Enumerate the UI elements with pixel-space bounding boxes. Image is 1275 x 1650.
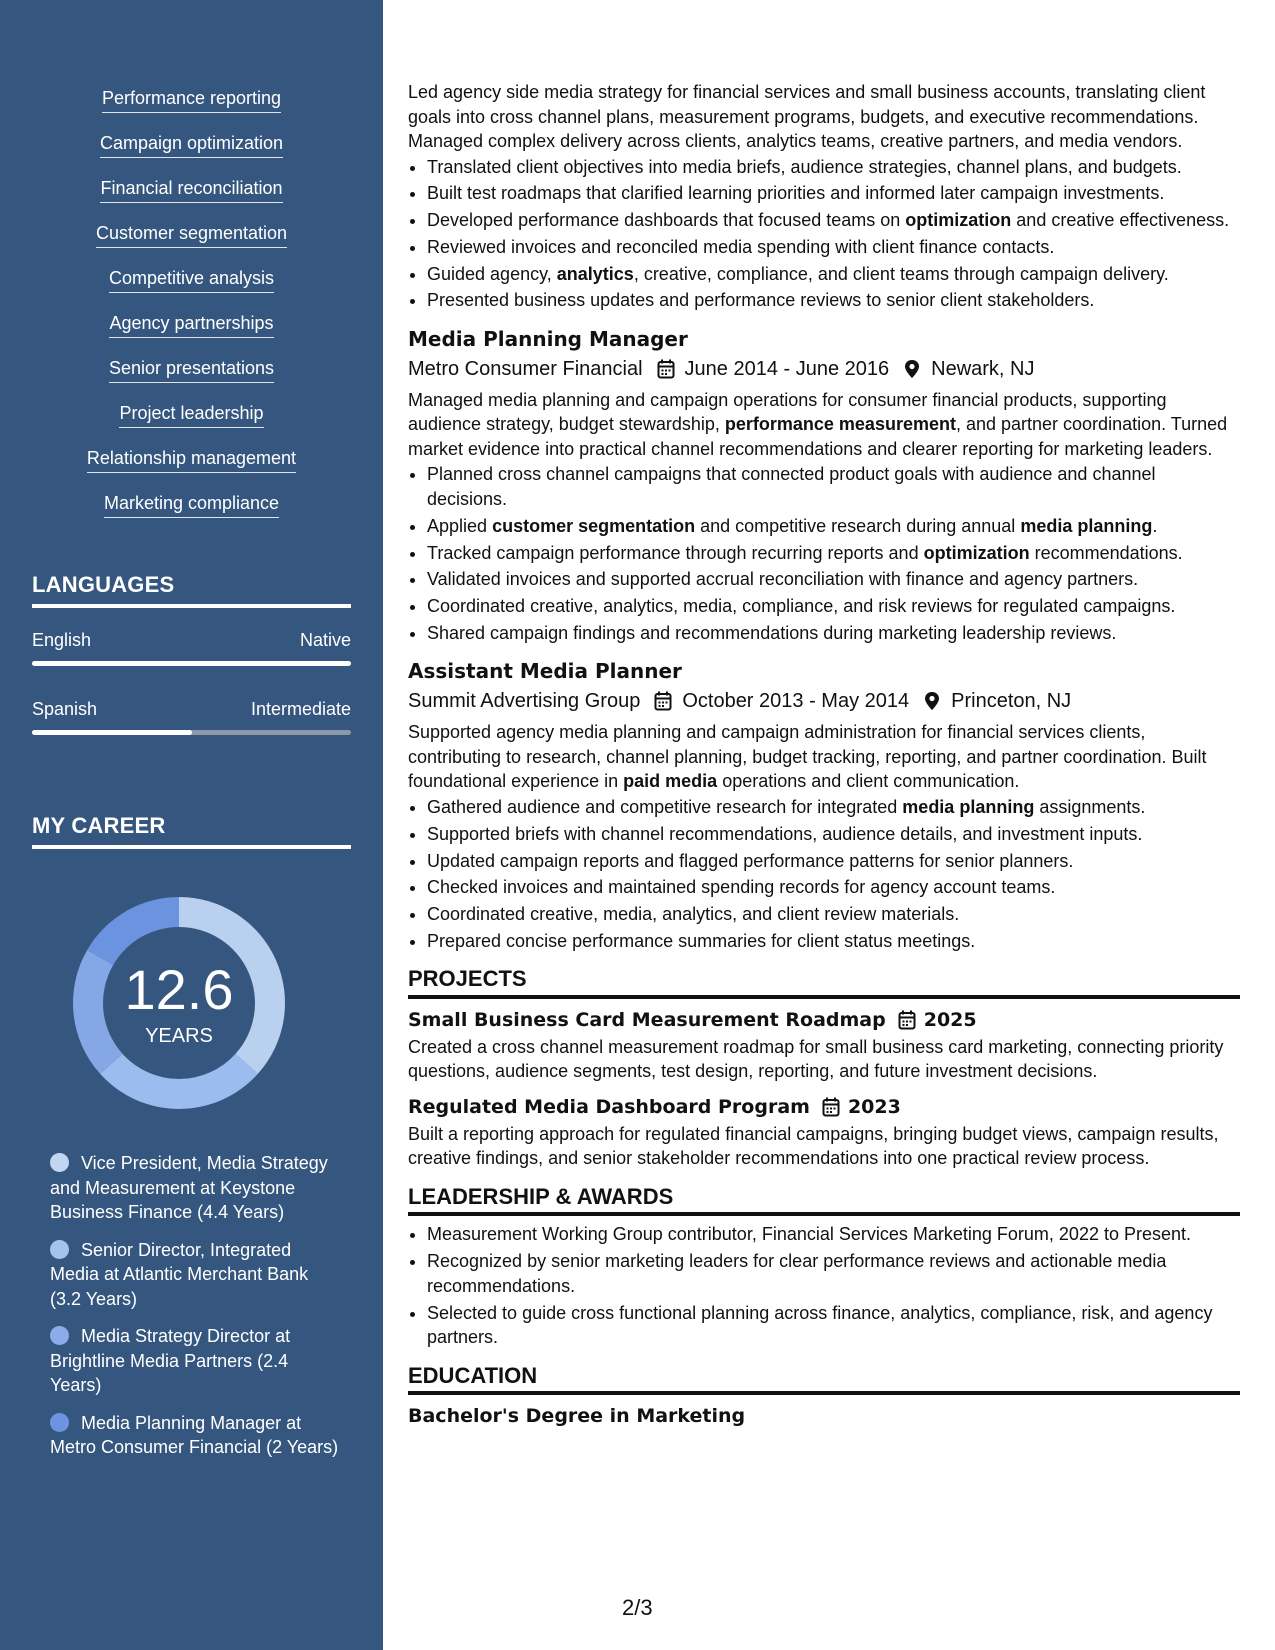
bullet-item: • Prepared concise performance summaries for client status meetings. — [427, 929, 1240, 954]
language-row-english — [32, 630, 351, 651]
language-level: Intermediate — [250, 699, 351, 719]
award-item: • Selected to guide cross functional planning across finance, analytics, compliance, risk, and agency partners. — [427, 1301, 1240, 1350]
career-list — [50, 1151, 340, 1473]
career-dot-icon — [50, 1413, 69, 1432]
career-dot-icon — [50, 1153, 69, 1172]
bullet-item: • Reviewed invoices and reconciled media spending with client finance contacts. — [427, 235, 1240, 260]
language-bar-english — [32, 661, 351, 666]
career-item — [50, 1238, 340, 1312]
skill-label: Relationship management — [87, 446, 296, 473]
bullet-item: • Shared campaign findings and recommendations during marketing leadership reviews. — [427, 621, 1240, 646]
career-dot-icon — [50, 1326, 69, 1345]
award-item: • Recognized by senior marketing leaders for clear performance reviews and actionable media recommendations. — [427, 1249, 1240, 1298]
sidebar — [0, 0, 383, 1650]
bullet-item: • Built test roadmaps that clarified learning priorities and informed later campaign investments. — [427, 181, 1240, 206]
skill-label: Financial reconciliation — [100, 176, 282, 203]
skill-label: Customer segmentation — [96, 221, 287, 248]
calendar-icon — [822, 1097, 840, 1117]
career-donut-slice — [87, 897, 179, 965]
skill-label: Senior presentations — [109, 356, 274, 383]
job-dates: June 2014 - June 2016 — [684, 357, 890, 380]
project-description: Built a reporting approach for regulated financial campaigns, bringing budget views, campaign results, creative findings, and senior stakeholder recommendations into one practical review process. — [408, 1123, 1219, 1169]
career-text: Media Planning Manager at Metro Consumer Financial (2 Years) — [50, 1412, 339, 1457]
calendar-icon — [654, 691, 672, 711]
job-bullets — [408, 462, 1240, 645]
project-title — [408, 1005, 1240, 1035]
job-company: Summit Advertising Group — [408, 690, 641, 713]
skills-list — [0, 86, 383, 536]
career-years-label: YEARS — [145, 1025, 213, 1047]
skill-item — [0, 176, 383, 221]
projects-title: PROJECTS — [408, 967, 1240, 999]
bullet-item: • Guided agency, analytics, creative, compliance, and client teams through campaign delivery. — [427, 262, 1240, 287]
bullet-item: • Gathered audience and competitive research for integrated media planning assignments. — [427, 795, 1240, 820]
job-meta — [408, 686, 1240, 716]
skill-item — [0, 491, 383, 536]
job-bullets — [408, 795, 1240, 953]
job-location: Newark, NJ — [931, 357, 1035, 380]
job-summary: Managed media planning and campaign operations for consumer financial products, supporting audience strategy, budget stewardship, performance measurement, and partner coordination. Turned market evidence into practical channel recommendations and clearer reporting for marketing leaders. — [408, 389, 1228, 459]
bullet-item: • Planned cross channel campaigns that connected product goals with audience and channel decisions. — [427, 462, 1240, 511]
bullet-item: • Coordinated creative, media, analytics, and client review materials. — [427, 902, 1240, 927]
bullet-item: • Tracked campaign performance through recurring reports and optimization recommendations. — [427, 541, 1240, 566]
skill-item — [0, 446, 383, 491]
location-pin-icon — [903, 359, 921, 379]
language-name: English — [32, 630, 92, 650]
project-name: Regulated Media Dashboard Program — [408, 1095, 810, 1118]
skill-item — [0, 221, 383, 266]
skill-item — [0, 86, 383, 131]
job-meta — [408, 354, 1240, 384]
bullet-item: • Applied customer segmentation and competitive research during annual media planning. — [427, 514, 1240, 539]
bullet-item: • Supported briefs with channel recommendations, audience details, and investment inputs. — [427, 822, 1240, 847]
job-company: Metro Consumer Financial — [408, 357, 643, 380]
languages-title: LANGUAGES — [32, 572, 351, 608]
skill-item — [0, 401, 383, 446]
career-dot-icon — [50, 1240, 69, 1259]
education-title: EDUCATION — [408, 1364, 1240, 1396]
awards-list — [408, 1222, 1240, 1349]
project-year: 2025 — [923, 1008, 977, 1031]
career-text: Media Strategy Director at Brightline Media Partners (2.4 Years) — [50, 1326, 291, 1395]
awards-title: LEADERSHIP & AWARDS — [408, 1185, 1240, 1217]
language-row-spanish — [32, 699, 351, 720]
bullet-item: • Validated invoices and supported accrual reconciliation with finance and agency partners. — [427, 567, 1240, 592]
language-name: Spanish — [32, 699, 98, 719]
skill-label: Project leadership — [119, 401, 263, 428]
job-dates: October 2013 - May 2014 — [682, 690, 910, 713]
job-summary: Supported agency media planning and campaign administration for financial services clients, contributing to research, channel planning, budget tracking, reporting, and partner coordination. Built foundational experience in paid media operations and client communication. — [408, 722, 1207, 792]
career-text: Senior Director, Integrated Media at Atlantic Merchant Bank (3.2 Years) — [50, 1239, 309, 1309]
language-bar-spanish — [32, 730, 351, 735]
project-description: Created a cross channel measurement roadmap for small business card marketing, connecting priority questions, audience segments, test design, reporting, and future investment decisions. — [408, 1036, 1224, 1082]
language-fill — [32, 730, 192, 735]
skill-item — [0, 131, 383, 176]
main-content — [408, 80, 1240, 1431]
career-text: Vice President, Media Strategy and Measurement at Keystone Business Finance (4.4 Years) — [50, 1153, 328, 1222]
bullet-item: • Checked invoices and maintained spending records for agency account teams. — [427, 875, 1240, 900]
skill-label: Campaign optimization — [100, 131, 283, 158]
language-fill — [32, 661, 351, 666]
calendar-icon — [898, 1010, 916, 1030]
skill-item — [0, 311, 383, 356]
career-total-years: 12.6 — [124, 958, 234, 1021]
award-item: • Measurement Working Group contributor, Financial Services Marketing Forum, 2022 to Present. — [427, 1222, 1240, 1247]
language-level: Native — [299, 630, 351, 650]
location-pin-icon — [923, 691, 941, 711]
page-number: 2/3 — [622, 1595, 653, 1620]
project-year: 2023 — [847, 1095, 901, 1118]
calendar-icon — [657, 359, 675, 379]
bullet-item: • Presented business updates and performance reviews to senior client stakeholders. — [427, 288, 1240, 313]
project-title — [408, 1092, 1240, 1122]
degree: Bachelor's Degree in Marketing — [408, 1405, 746, 1428]
intro-bullets — [408, 155, 1240, 313]
career-donut-slice — [100, 1054, 258, 1109]
skill-label: Performance reporting — [102, 86, 281, 113]
skill-label: Competitive analysis — [109, 266, 274, 293]
experience-intro: Led agency side media strategy for financial services and small business accounts, translating client goals into cross channel plans, measurement programs, budgets, and executive recommendations. Managed complex delivery across clients, analytics teams, creative partners, and media vendors. — [408, 82, 1206, 151]
career-title: MY CAREER — [32, 813, 351, 849]
project-name: Small Business Card Measurement Roadmap — [408, 1008, 886, 1031]
job-title: Assistant Media Planner — [408, 659, 682, 684]
job-location: Princeton, NJ — [951, 690, 1072, 713]
bullet-item: • Coordinated creative, analytics, media, compliance, and risk reviews for regulated campaigns. — [427, 594, 1240, 619]
career-item — [50, 1411, 340, 1460]
skill-item — [0, 266, 383, 311]
job-title: Media Planning Manager — [408, 326, 688, 351]
bullet-item: • Developed performance dashboards that focused teams on optimization and creative effectiveness. — [427, 208, 1240, 233]
skill-item — [0, 356, 383, 401]
career-item — [50, 1151, 340, 1225]
skill-label: Marketing compliance — [104, 491, 279, 518]
career-item — [50, 1324, 340, 1398]
skill-label: Agency partnerships — [109, 311, 273, 338]
bullet-item: • Translated client objectives into media briefs, audience strategies, channel plans, and budgets. — [427, 155, 1240, 180]
bullet-item: • Updated campaign reports and flagged performance patterns for senior planners. — [427, 849, 1240, 874]
